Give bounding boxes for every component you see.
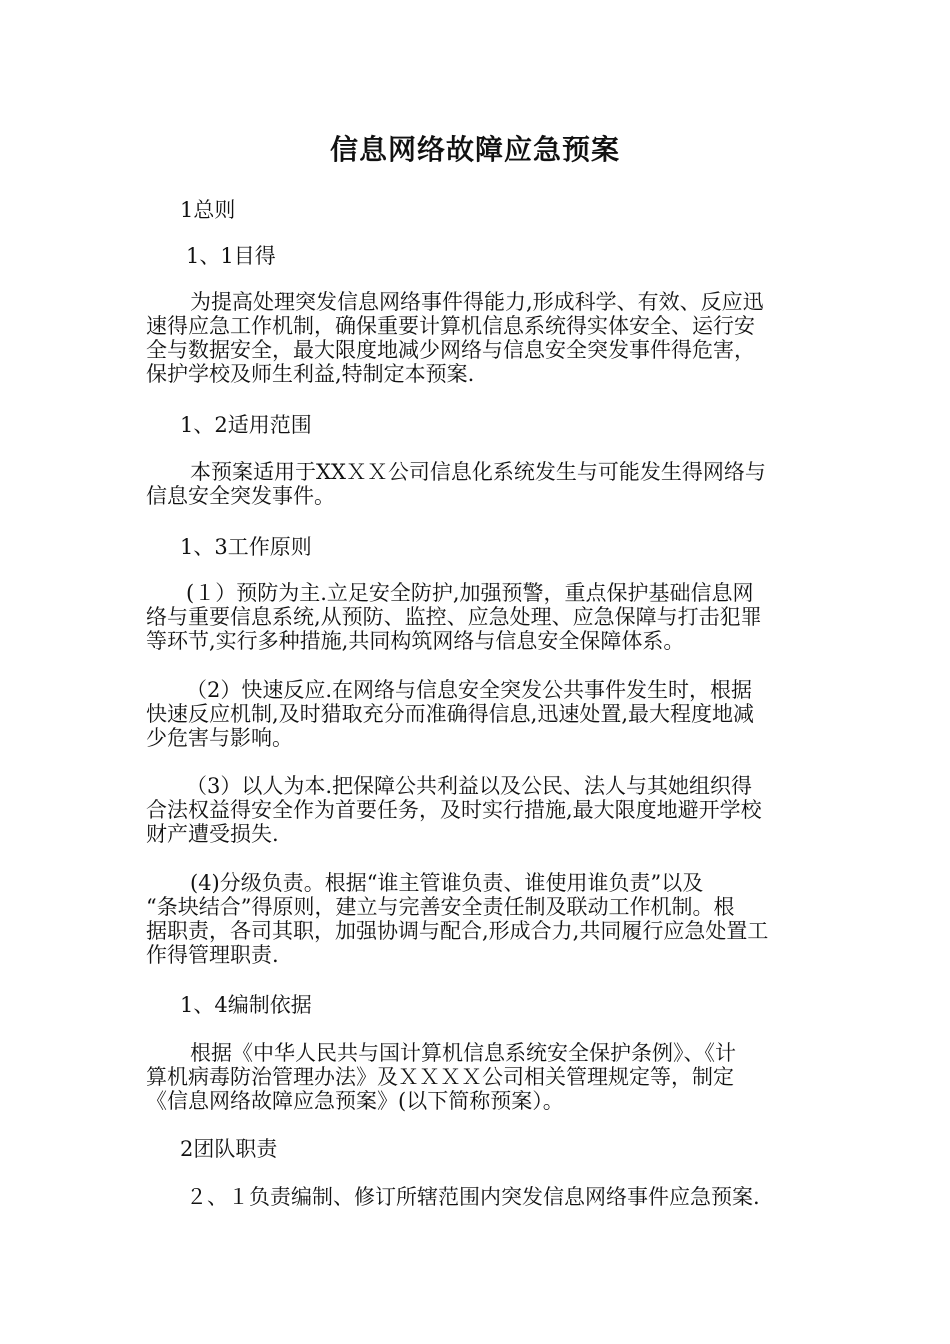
heading-purpose: 1、1目得 [186,244,276,268]
paragraph-line: 作得管理职责. [146,943,279,967]
paragraph-line: (4)分级负责。根据“谁主管谁负责、谁使用谁负责”以及 [190,871,704,895]
paragraph-basis [146,1041,816,1113]
paragraph-line: 保护学校及师生利益,特制定本预案. [146,362,475,386]
paragraph-line: 少危害与影响。 [146,726,293,750]
paragraph-line: 信息安全突发事件。 [146,484,335,508]
heading-basis: 1、4编制依据 [180,993,312,1017]
paragraph-line: 等环节,实行多种措施,共同构筑网络与信息安全保障体系。 [146,629,685,653]
paragraph-principle-tiered-responsibility [146,871,816,967]
paragraph-principle-people-oriented [146,774,816,846]
paragraph-principle-rapid-response [146,678,816,750]
document-title: 信息网络故障应急预案 [329,133,620,166]
paragraph-line: 络与重要信息系统,从预防、监控、应急处理、应急保障与打击犯罪 [146,605,762,629]
paragraph-purpose [146,290,816,386]
paragraph-line: 财产遭受损失. [146,822,279,846]
heading-team-responsibilities: 2团队职责 [180,1137,278,1161]
paragraph-line: （2）快速反应.在网络与信息安全突发公共事件发生时，根据 [186,678,753,702]
paragraph-line: 速得应急工作机制，确保重要计算机信息系统得实体安全、运行安 [146,314,755,338]
paragraph-scope [146,460,816,508]
heading-general-principles: 1总则 [180,198,236,222]
paragraph-line: 快速反应机制,及时猎取充分而准确得信息,迅速处置,最大程度地减 [146,702,755,726]
paragraph-line: 《信息网络故障应急预案》(以下简称预案）。 [146,1089,564,1113]
paragraph-line: 为提高处理突发信息网络事件得能力,形成科学、有效、反应迅 [190,290,764,314]
paragraph-responsibility-2-1: ２、１负责编制、修订所辖范围内突发信息网络事件应急预案. [186,1185,760,1209]
paragraph-line: (１）预防为主.立足安全防护,加强预警，重点保护基础信息网 [186,581,754,605]
paragraph-line: “条块结合”得原则，建立与完善安全责任制及联动工作机制。根 [146,895,735,919]
paragraph-line: 合法权益得安全作为首要任务，及时实行措施,最大限度地避开学校 [146,798,762,822]
paragraph-line: 据职责，各司其职，加强协调与配合,形成合力,共同履行应急处置工 [146,919,769,943]
paragraph-line: （3）以人为本.把保障公共利益以及公民、法人与其她组织得 [186,774,753,798]
paragraph-line: 本预案适用于XXＸＸ公司信息化系统发生与可能发生得网络与 [190,460,766,484]
paragraph-line: 算机病毒防治管理办法》及ＸＸＸＸ公司相关管理规定等，制定 [146,1065,734,1089]
paragraph-line: 根据《中华人民共与国计算机信息系统安全保护条例》、《计 [190,1041,736,1065]
heading-scope: 1、2适用范围 [180,413,312,437]
heading-principles: 1、3工作原则 [180,535,312,559]
paragraph-principle-prevention [146,581,816,653]
paragraph-line: 全与数据安全，最大限度地减少网络与信息安全突发事件得危害， [146,338,755,362]
